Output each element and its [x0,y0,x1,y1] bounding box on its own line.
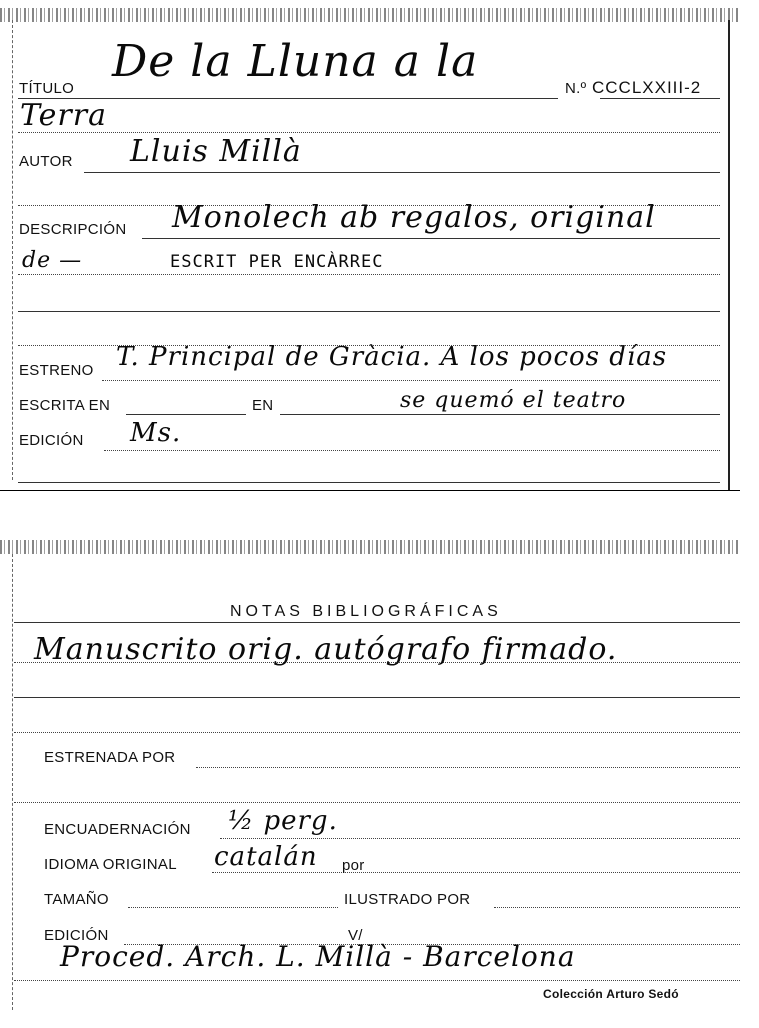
autor-rule [84,172,720,173]
torn-edge [0,540,740,554]
por-label: por [342,857,365,874]
card-border [728,20,730,490]
bottom-rule [18,482,720,483]
idioma-label: IDIOMA ORIGINAL [44,856,177,873]
descripcion-prefix: de — [22,248,83,273]
notas-rule-4 [14,732,740,733]
tamano-label: TAMAÑO [44,891,109,908]
titulo-rule-2 [18,132,720,133]
torn-edge [0,8,740,22]
encuadernacion-rule [220,838,740,839]
edicion-value: Ms. [130,418,182,448]
ilustrado-rule [494,907,740,908]
edicion-label: EDICIÓN [19,432,84,449]
card-border-left [12,20,13,480]
en-label: EN [252,397,274,414]
autor-label: AUTOR [19,153,73,170]
collection-credit: Colección Arturo Sedó [543,987,679,1001]
titulo-value: De la Lluna a la [112,36,479,87]
estreno-value: T. Principal de Gràcia. A los pocos días [116,342,668,372]
tamano-rule [128,907,338,908]
titulo-label: TÍTULO [19,80,75,97]
numero-rule [600,98,720,99]
escrita-en-label: ESCRITA EN [19,397,111,414]
numero-label: N.º [565,80,587,97]
v-label: V/ [348,927,363,944]
descripcion-caps: ESCRIT PER ENCÀRREC [170,252,384,272]
notas-rule [14,622,740,623]
numero-value: CCCLXXIII-2 [592,78,702,97]
descripcion-label: DESCRIPCIÓN [19,221,127,238]
autor-value: Lluis Millà [130,134,302,169]
descripcion-rule-3 [18,311,720,312]
escrita-note: se quemó el teatro [400,388,627,413]
notas-rule-3 [14,697,740,698]
title-card [0,0,740,491]
estreno-rule [102,380,720,381]
encuadernacion-label: ENCUADERNACIÓN [44,821,191,838]
escrita-rule [126,414,246,415]
en-rule [280,414,720,415]
notas-value: Manuscrito orig. autógrafo firmado. [34,632,618,667]
notas-title: NOTAS BIBLIOGRÁFICAS [230,603,502,620]
idioma-rule [212,872,740,873]
descripcion-rule [142,238,720,239]
final-rule [14,980,740,981]
estrenada-rule [196,767,740,768]
titulo-value-continued: Terra [20,98,108,133]
descripcion-value: Monolech ab regalos, original [172,200,656,235]
ilustrado-label: ILUSTRADO POR [344,891,471,908]
card-border-left [12,554,13,1010]
edicion-bottom-label: EDICIÓN [44,927,109,944]
encuadernacion-value: ½ perg. [228,806,338,836]
idioma-value: catalán [214,842,318,872]
edicion-rule [104,450,720,451]
edicion-bottom-value: Proced. Arch. L. Millà - Barcelona [60,940,576,973]
estreno-label: ESTRENO [19,362,94,379]
notas-rule-5 [14,802,740,803]
descripcion-rule-2 [18,274,720,275]
estrenada-por-label: ESTRENADA POR [44,749,176,766]
